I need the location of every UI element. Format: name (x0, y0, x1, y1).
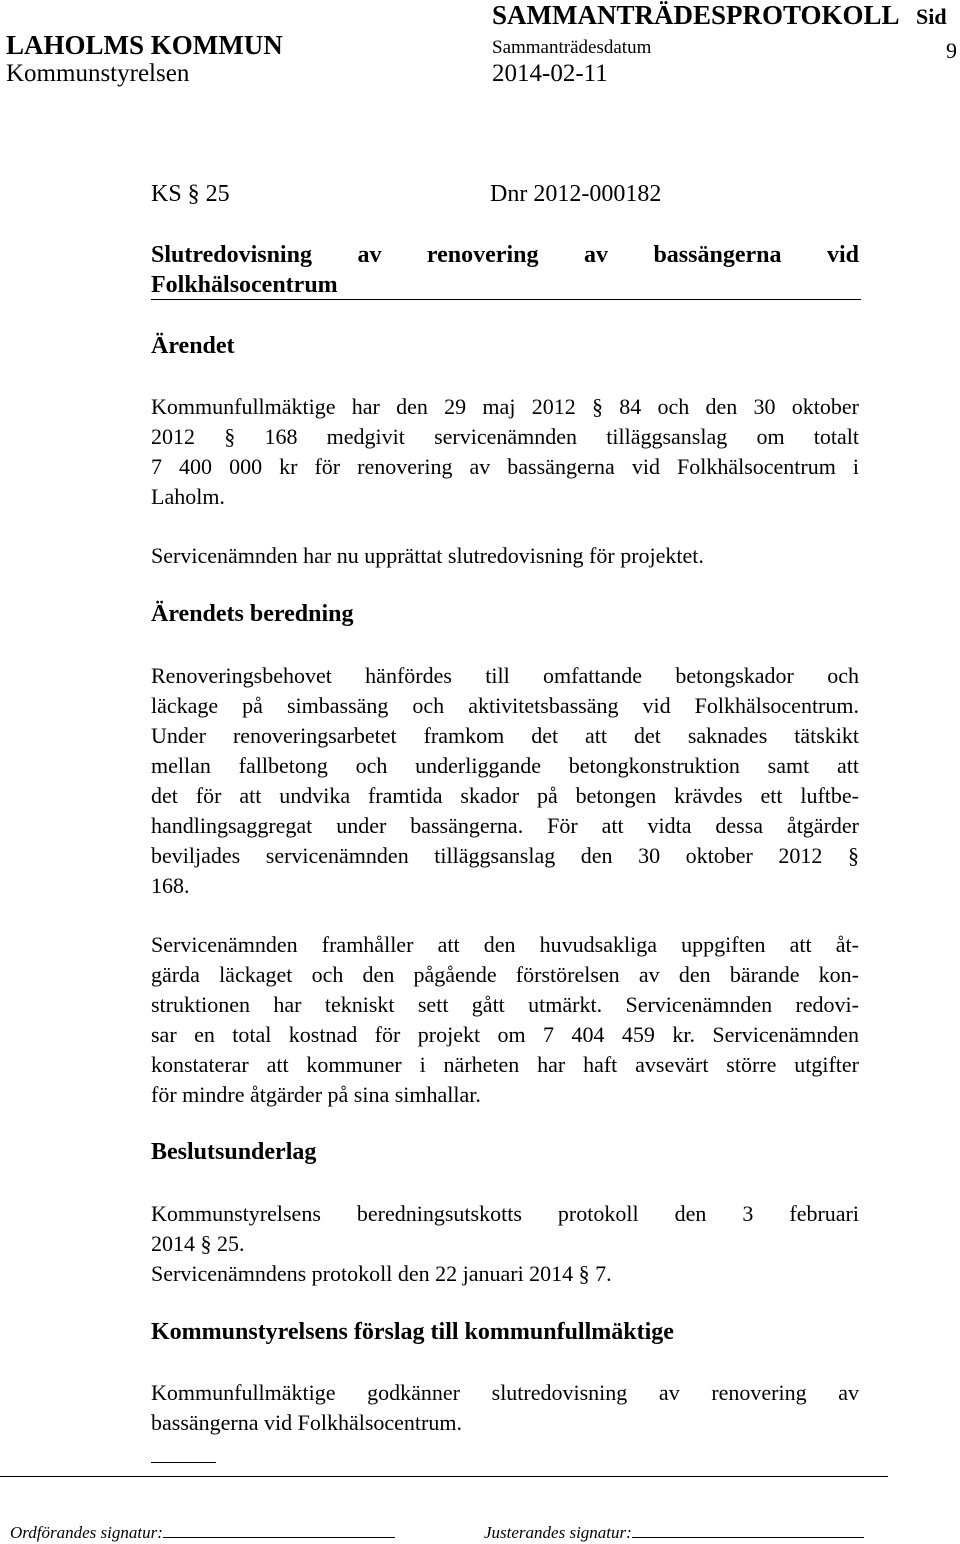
paragraph-line: struktionen har tekniskt sett gått utmärkt. Servicenämnden redovi- (151, 992, 859, 1017)
adjuster-signature-label: Justerandes signatur: (484, 1523, 632, 1542)
chair-signature (10, 1523, 395, 1543)
footer-rule (0, 1476, 888, 1477)
title-word: Slutredovisning (151, 242, 312, 268)
title-word: av (357, 242, 382, 268)
paragraph-beredning-2 (151, 930, 859, 1110)
case-title (151, 240, 859, 300)
paragraph-line: 168. (151, 873, 190, 898)
chair-signature-line[interactable] (163, 1537, 395, 1538)
document-type: SAMMANTRÄDESPROTOKOLL (492, 0, 900, 30)
paragraph-line: mellan fallbetong och underliggande betongkonstruktion samt att (151, 753, 859, 778)
meeting-date-label: Sammanträdesdatum (492, 37, 652, 58)
paragraph-line: Kommunfullmäktige har den 29 maj 2012 § 84 och den 30 oktober (151, 394, 859, 419)
section-heading-beredning: Ärendets beredning (151, 601, 354, 627)
paragraph-line: läckage på simbassäng och aktivitetsbassäng vid Folkhälsocentrum. (151, 693, 859, 718)
section-heading-beslutsunderlag: Beslutsunderlag (151, 1139, 317, 1165)
title-word: vid (826, 242, 859, 268)
paragraph-line: Kommunstyrelsens beredningsutskotts protokoll den 3 februari (151, 1201, 859, 1226)
paragraph-underlag-1 (151, 1199, 859, 1259)
paragraph-line: 7 400 000 kr för renovering av bassängerna vid Folkhälsocentrum i (151, 454, 859, 479)
paragraph-line: handlingsaggregat under bassängerna. För att vidta dessa åtgärder (151, 813, 859, 838)
page-label: Sid (916, 4, 947, 29)
meeting-date: 2014-02-11 (492, 60, 608, 87)
paragraph-underlag-2: Servicenämndens protokoll den 22 januari 2014 § 7. (151, 1261, 612, 1286)
page-number: 9 (946, 38, 957, 63)
paragraph-line: bassängerna vid Folkhälsocentrum. (151, 1410, 462, 1435)
paragraph-line: Laholm. (151, 484, 225, 509)
paragraph-line: 2014 § 25. (151, 1231, 245, 1256)
chair-signature-label: Ordförandes signatur: (10, 1523, 163, 1542)
adjuster-signature-line[interactable] (632, 1537, 864, 1538)
case-title-line-2: Folkhälsocentrum (151, 272, 338, 298)
title-word: bassängerna (653, 242, 782, 268)
case-number: KS § 25 (151, 181, 230, 207)
paragraph-line: Renoveringsbehovet hänfördes till omfattande betongskador och (151, 663, 859, 688)
section-heading-forslag: Kommunstyrelsens förslag till kommunfullmäktige (151, 1319, 674, 1345)
board-name: Kommunstyrelsen (6, 60, 190, 87)
case-reference (151, 181, 859, 208)
paragraph-arendet-2: Servicenämnden har nu upprättat slutredovisning för projektet. (151, 543, 704, 568)
paragraph-line: för mindre åtgärder på sina simhallar. (151, 1082, 481, 1107)
paragraph-line: gärda läckaget och den pågående förstörelsen av den bärande kon- (151, 962, 859, 987)
title-word: av (583, 242, 608, 268)
paragraph-line: Servicenämnden framhåller att den huvudsakliga uppgiften att åt- (151, 932, 859, 957)
section-heading-arendet: Ärendet (151, 333, 235, 359)
paragraph-beredning-1 (151, 661, 859, 901)
paragraph-line: sar en total kostnad för projekt om 7 404 459 kr. Servicenämnden (151, 1022, 859, 1047)
end-of-section-line (151, 1462, 216, 1463)
paragraph-line: Kommunfullmäktige godkänner slutredovisning av renovering av (151, 1380, 859, 1405)
title-word: renovering (426, 242, 539, 268)
organization-name: LAHOLMS KOMMUN (6, 30, 283, 60)
paragraph-forslag-1 (151, 1378, 859, 1438)
paragraph-arendet-1 (151, 392, 859, 512)
diary-number: Dnr 2012-000182 (490, 181, 662, 207)
title-underline (151, 299, 861, 300)
paragraph-line: 2012 § 168 medgivit servicenämnden tilläggsanslag om totalt (151, 424, 859, 449)
paragraph-line: beviljades servicenämnden tilläggsanslag den 30 oktober 2012 § (151, 843, 859, 868)
paragraph-line: Under renoveringsarbetet framkom det att det saknades tätskikt (151, 723, 859, 748)
case-title-line-1 (151, 240, 859, 270)
paragraph-line: det för att undvika framtida skador på betongen krävdes ett luftbe- (151, 783, 859, 808)
paragraph-line: konstaterar att kommuner i närheten har haft avsevärt större utgifter (151, 1052, 859, 1077)
adjuster-signature (484, 1523, 864, 1543)
